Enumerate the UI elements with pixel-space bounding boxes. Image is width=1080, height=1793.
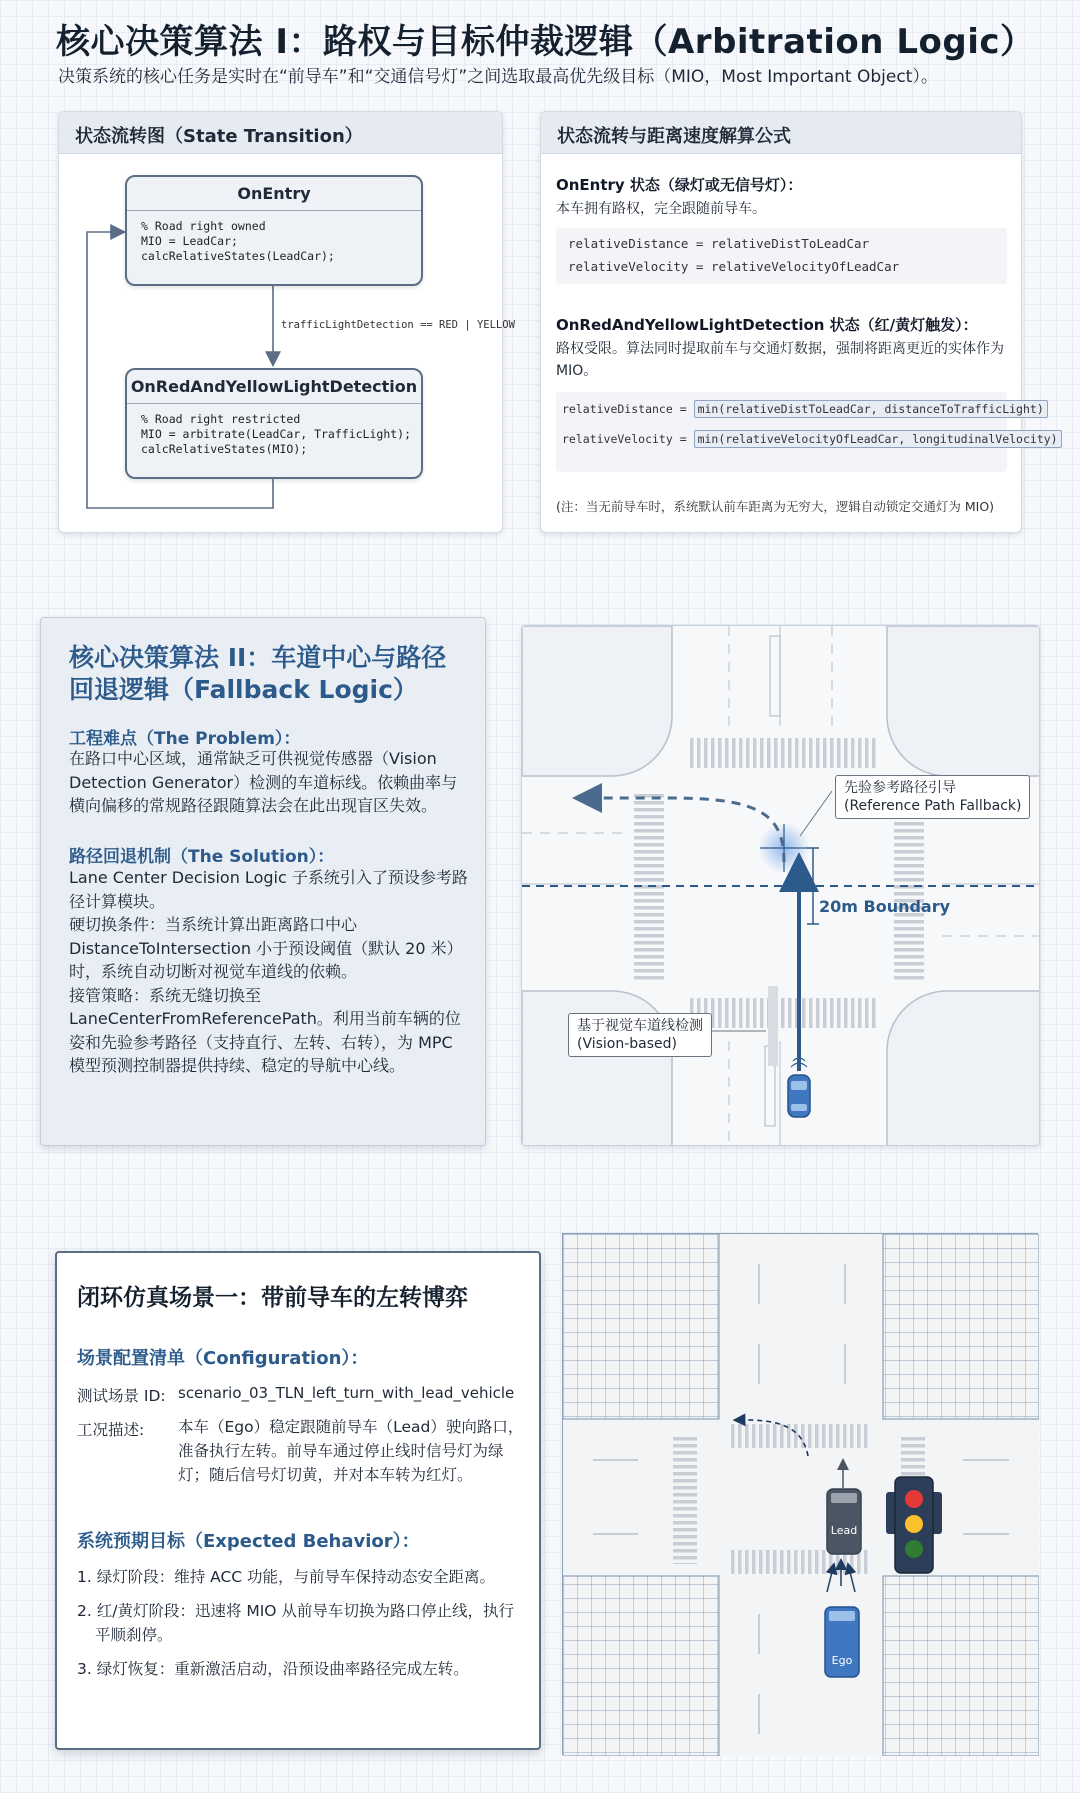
state-on-entry-body: % Road right owned MIO = LeadCar; calcRelativeStates(LeadCar);: [141, 219, 335, 263]
scenario-title: 闭环仿真场景一：带前导车的左转博弈: [77, 1285, 468, 1311]
page-subtitle: 决策系统的核心任务是实时在“前导车”和“交通信号灯”之间选取最高优先级目标（MIO，Most Important Object）。: [58, 67, 938, 87]
entry-formula-velocity: relativeVelocity = relativeVelocityOfLeadCar: [568, 259, 900, 274]
entry-heading: OnEntry 状态（绿灯或无信号灯）：: [556, 176, 803, 194]
formula-heading: 状态流转与距离速度解算公式: [541, 112, 1021, 154]
red-light: [905, 1490, 923, 1508]
scenario-card: [55, 1251, 541, 1750]
page-title: 核心决策算法 I：路权与目标仲裁逻辑（Arbitration Logic）: [56, 22, 1035, 62]
fallback-title-line2: 回退逻辑（Fallback Logic）: [69, 675, 418, 704]
scenario-map-svg: [563, 1234, 1039, 1756]
problem-text: 在路口中心区域，通常缺乏可供视觉传感器（Vision Detection Generator）检测的车道标线。依赖曲率与横向偏移的常规路径跟随算法会在此出现盲区失效。: [69, 749, 458, 815]
red-f1-lhs: relativeDistance =: [562, 402, 687, 416]
state-on-red-yellow-title: OnRedAndYellowLightDetection: [127, 370, 421, 404]
solution-text-3: 接管策略：系统无缝切换至 LaneCenterFromReferencePath。利用当前车辆的位姿和先验参考路径（支持直行、左转、右转），为 MPC 模型预测控制器提供持续、稳定的导航中心线。: [69, 985, 461, 1075]
red-heading: OnRedAndYellowLightDetection 状态（红/黄灯触发）：: [556, 316, 978, 334]
scenario-intersection-map: [562, 1233, 1038, 1755]
reference-path-callout: [835, 775, 1030, 819]
solution-label: 路径回退机制（The Solution）：: [69, 847, 335, 867]
lead-car-label: Lead: [830, 1524, 858, 1537]
expected-label: 系统预期目标（Expected Behavior）：: [77, 1531, 420, 1552]
vision-label-2: (Vision-based): [577, 1036, 678, 1052]
transition-condition: trafficLightDetection == RED | YELLOW: [281, 319, 515, 331]
fallback-card: [40, 617, 486, 1146]
scenario-desc-value: 本车（Ego）稳定跟随前导车（Lead）驶向路口，准备执行左转。前导车通过停止线时信号灯为绿灯；随后信号灯切黄，并对本车转为红灯。: [178, 1418, 524, 1484]
red-formula-distance: [562, 402, 1044, 416]
green-light: [905, 1540, 923, 1558]
state-on-entry-title: OnEntry: [127, 177, 421, 211]
expected-list: [77, 1565, 527, 1681]
red-desc: 路权受限。算法同时提取前车与交通灯数据，强制将距离更近的实体作为MIO。: [556, 341, 1004, 379]
expected-item-1: 1. 绿灯阶段：维持 ACC 功能，与前导车保持动态安全距离。: [77, 1568, 496, 1586]
reference-path-label-2: (Reference Path Fallback): [844, 798, 1022, 814]
reference-path-label-1: 先验参考路径引导: [844, 780, 956, 796]
state-on-entry: [125, 175, 423, 286]
yellow-light: [905, 1515, 923, 1533]
solution-text: [69, 866, 469, 1078]
entry-formula-distance: relativeDistance = relativeDistToLeadCar: [568, 236, 870, 251]
state-on-red-yellow: [125, 368, 423, 479]
expected-item-3: 3. 绿灯恢复：重新激活启动，沿预设曲率路径完成左转。: [77, 1660, 469, 1678]
formula-note: (注：当无前导车时，系统默认前车距离为无穷大，逻辑自动锁定交通灯为 MIO): [556, 499, 995, 514]
config-label: 场景配置清单（Configuration）：: [77, 1348, 369, 1369]
scenario-desc-key: 工况描述:: [77, 1421, 145, 1439]
solution-text-2: 硬切换条件：当系统计算出距离路口中心 DistanceToIntersection 小于预设阈值（默认 20 米）时，系统自动切断对视觉车道线的依赖。: [69, 915, 463, 981]
scenario-id-key: 测试场景 ID:: [77, 1387, 166, 1405]
fallback-map-svg: [522, 626, 1040, 1146]
state-on-red-yellow-body: % Road right restricted MIO = arbitrate(LeadCar, TrafficLight); calcRelativeStates(MIO);: [141, 412, 412, 456]
solution-text-1: Lane Center Decision Logic 子系统引入了预设参考路径计算模块。: [69, 868, 468, 911]
red-f1-rhs: min(relativeDistToLeadCar, distanceToTrafficLight): [694, 400, 1048, 418]
red-formula-velocity: [562, 432, 1058, 446]
fallback-title: [69, 642, 469, 706]
vision-label-1: 基于视觉车道线检测: [577, 1018, 703, 1034]
scenario-id-value: scenario_03_TLN_left_turn_with_lead_vehicle: [178, 1384, 515, 1402]
fallback-title-line1: 核心决策算法 II：车道中心与路径: [69, 643, 447, 672]
ego-car-label: Ego: [831, 1654, 853, 1667]
vision-callout: [568, 1013, 712, 1057]
fallback-intersection-map: [521, 625, 1040, 1146]
red-f2-rhs: min(relativeVelocityOfLeadCar, longitudinalVelocity): [694, 430, 1062, 448]
state-transition-heading: 状态流转图（State Transition）: [59, 112, 502, 154]
entry-desc: 本车拥有路权，完全跟随前导车。: [556, 201, 766, 217]
formula-card: [540, 111, 1058, 533]
problem-label: 工程难点（The Problem）：: [69, 729, 301, 749]
entry-formula-box: [556, 228, 1007, 284]
red-formula-box: [556, 392, 1058, 472]
lead-car: [827, 1489, 861, 1554]
red-f2-lhs: relativeVelocity =: [562, 432, 687, 446]
state-transition-card: [58, 111, 515, 533]
traffic-light: [886, 1477, 942, 1573]
vision-lane-strip: [768, 986, 778, 1066]
expected-item-2: 2. 红/黄灯阶段：迅速将 MIO 从前导车切换为路口停止线，执行平顺刹停。: [77, 1602, 514, 1644]
boundary-label: 20m Boundary: [819, 897, 951, 916]
